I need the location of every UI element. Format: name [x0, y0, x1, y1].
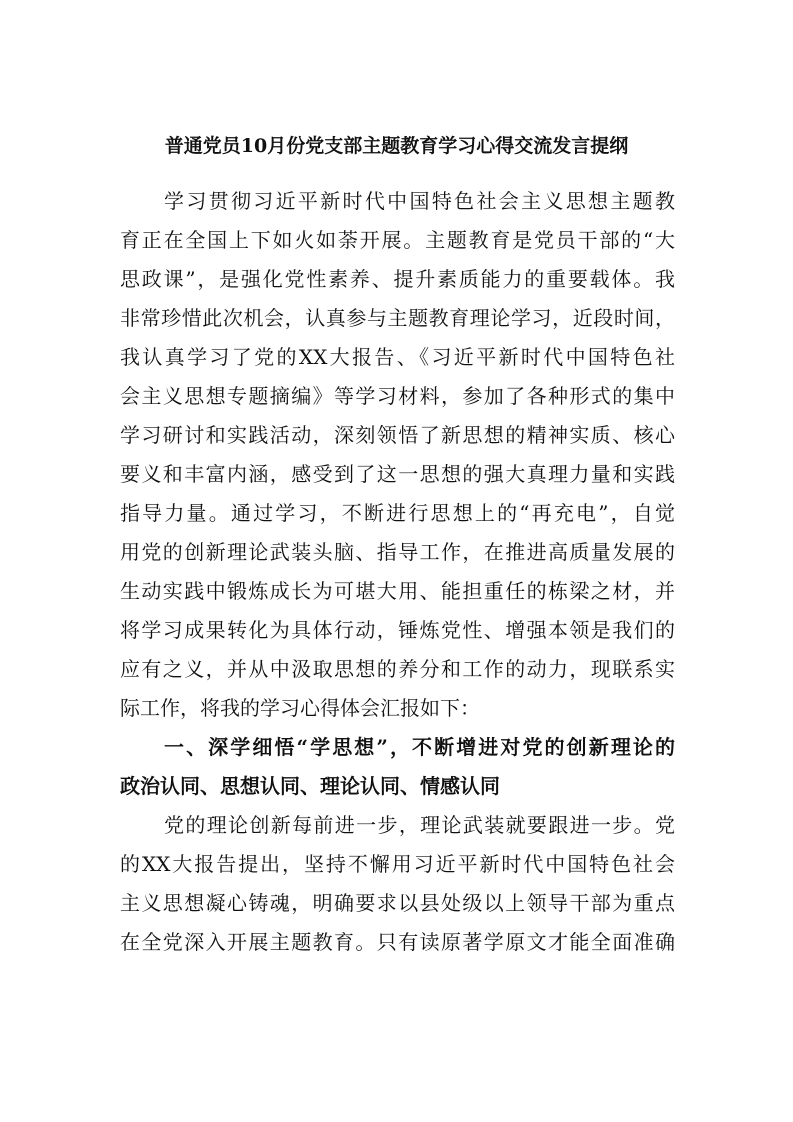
paragraph-line: 育正在全国上下如火如荼开展。主题教育是党员干部的“大: [120, 228, 675, 252]
paragraph-line: 应有之义，并从中汲取思想的养分和工作的动力，现联系实: [120, 657, 675, 681]
paragraph-line: 在全党深入开展主题教育。只有读原著学原文才能全面准确: [120, 930, 675, 954]
section-heading-line: 一、深学细悟“学思想”，不断增进对党的创新理论的: [164, 735, 675, 759]
paragraph-line: 生动实践中锻炼成长为可堪大用、能担重任的栋梁之材，并: [120, 579, 675, 603]
paragraph-line: 我认真学习了党的XX大报告、《习近平新时代中国特色社: [120, 345, 675, 369]
paragraph-line: 学习贯彻习近平新时代中国特色社会主义思想主题教: [164, 189, 675, 213]
paragraph-line: 思政课”，是强化党性素养、提升素质能力的重要载体。我: [120, 267, 675, 291]
paragraph-line: 主义思想凝心铸魂，明确要求以县处级以上领导干部为重点: [120, 891, 675, 915]
paragraph-line: 际工作，将我的学习心得体会汇报如下：: [120, 696, 480, 720]
paragraph-line: 将学习成果转化为具体行动，锤炼党性、增强本领是我们的: [120, 618, 675, 642]
document-body: [120, 182, 675, 962]
document-title: 普通党员10月份党支部主题教育学习心得交流发言提纲: [164, 135, 629, 157]
paragraph-line: 学习研讨和实践活动，深刻领悟了新思想的精神实质、核心: [120, 423, 675, 447]
paragraph-line: 指导力量。通过学习，不断进行思想上的“再充电”，自觉: [120, 501, 675, 525]
paragraph-line: 党的理论创新每前进一步，理论武装就要跟进一步。党: [164, 813, 675, 837]
paragraph-line: 会主义思想专题摘编》等学习材料，参加了各种形式的集中: [120, 384, 675, 408]
paragraph-line: 的XX大报告提出，坚持不懈用习近平新时代中国特色社会: [120, 852, 675, 876]
paragraph-line: 用党的创新理论武装头脑、指导工作，在推进高质量发展的: [120, 540, 675, 564]
paragraph-line: 要义和丰富内涵，感受到了这一思想的强大真理力量和实践: [120, 462, 675, 486]
paragraph-line: 非常珍惜此次机会，认真参与主题教育理论学习，近段时间，: [120, 306, 675, 330]
section-heading-line: 政治认同、思想认同、理论认同、情感认同: [120, 774, 500, 798]
